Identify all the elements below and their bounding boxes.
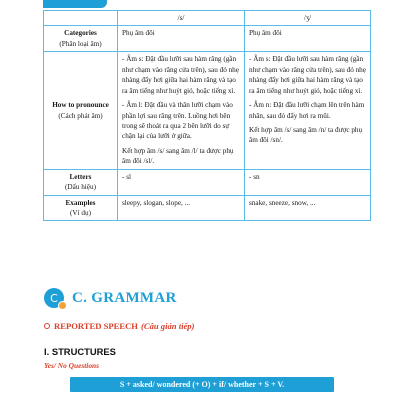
table-cell: [245, 26, 371, 52]
cell-text: - Âm n: Đặt đầu lưỡi chạm lên trên hàm nhãn, sau đó đẩy hơi ra mũi.: [249, 101, 365, 120]
cell-text: sleepy, slogan, slope, ...: [122, 198, 191, 207]
table-cell: [245, 169, 371, 195]
table-header-row: [44, 11, 371, 26]
cell-text: - Âm l: Đặt đầu và thân lưỡi chạm vào phần lợi sau răng trên. Luồng hơi bên trong sẽ thoát ra qua 2 bên lưỡi do sự chặn lại của lưỡi ở giữa.: [122, 101, 233, 141]
reported-speech-title: REPORTED SPEECH: [54, 321, 138, 331]
structures-heading: I. STRUCTURES: [44, 346, 116, 357]
row-label: [44, 52, 118, 169]
cell-text: - sl: [122, 172, 131, 181]
table-cell: [118, 52, 245, 169]
cell-text: - Âm s: Đặt đầu lưỡi sau hàm răng (gần như chạm vào răng cửa trên), sau đó nhẹ nhàng đẩy hơi giữa hai hàm răng và tạo ra âm tiếng như huýt gió, hoặc tiếng xì.: [122, 55, 239, 95]
table-row: [44, 169, 371, 195]
table-cell: [118, 169, 245, 195]
cell-text: Kết hợp âm /s/ sang âm /l/ ta được phụ âm đôi /sl/.: [122, 146, 234, 166]
yes-no-subheading: Yes/ No Questions: [44, 361, 100, 370]
table-cell: [245, 52, 371, 169]
grammar-heading: [44, 288, 177, 308]
row-label: [44, 169, 118, 195]
row-sublabel-text: (Phân loại âm): [59, 39, 102, 48]
table-cell: [118, 26, 245, 52]
table-header-sn: /ʒ/: [245, 11, 371, 26]
cell-text: Phụ âm đôi: [122, 29, 155, 38]
circle-bullet-icon: [44, 323, 50, 329]
reported-speech-heading: [44, 321, 194, 331]
grammar-title: C. GRAMMAR: [72, 289, 177, 306]
pronunciation-table: [43, 10, 371, 221]
cell-text: - sn: [249, 172, 260, 181]
table-cell: [245, 195, 371, 221]
table-cell: [118, 195, 245, 221]
row-sublabel-text: (Dấu hiệu): [65, 183, 96, 192]
row-label: [44, 195, 118, 221]
cell-text: Phụ âm đôi: [249, 29, 282, 38]
cell-text: Kết hợp âm /s/ sang âm /n/ ta được phụ âm đôi /sn/.: [249, 125, 363, 145]
icon-letter: C: [50, 291, 58, 305]
table-row: [44, 52, 371, 169]
section-banner: [43, 0, 107, 8]
magnifier-c-icon: [44, 288, 64, 308]
row-sublabel-text: (Ví dụ): [70, 209, 91, 217]
table-row: [44, 195, 371, 221]
row-label: [44, 26, 118, 52]
row-label-text: Examples: [65, 198, 96, 207]
reported-speech-note: (Câu gián tiếp): [140, 321, 195, 331]
row-label-text: Categories: [64, 29, 97, 38]
table-row: [44, 26, 371, 52]
row-sublabel-text: (Cách phát âm): [58, 111, 103, 120]
formula-box: S + asked/ wondered (+ O) + if/ whether + S + V.: [70, 377, 334, 392]
table-header-empty: [44, 11, 118, 26]
cell-text: snake, sneeze, snow, ...: [249, 198, 316, 207]
row-label-text: How to pronounce: [52, 101, 109, 110]
table-header-sl: /s/: [118, 11, 245, 26]
cell-text: - Âm s: Đặt đầu lưỡi sau hàm răng (gần như chạm vào răng cửa trên), sau đó nhẹ nhàng đẩy hơi giữa hai hàm răng và tạo ra âm tiếng như huýt gió, hoặc tiếng xì.: [249, 55, 366, 95]
row-label-text: Letters: [69, 172, 92, 181]
